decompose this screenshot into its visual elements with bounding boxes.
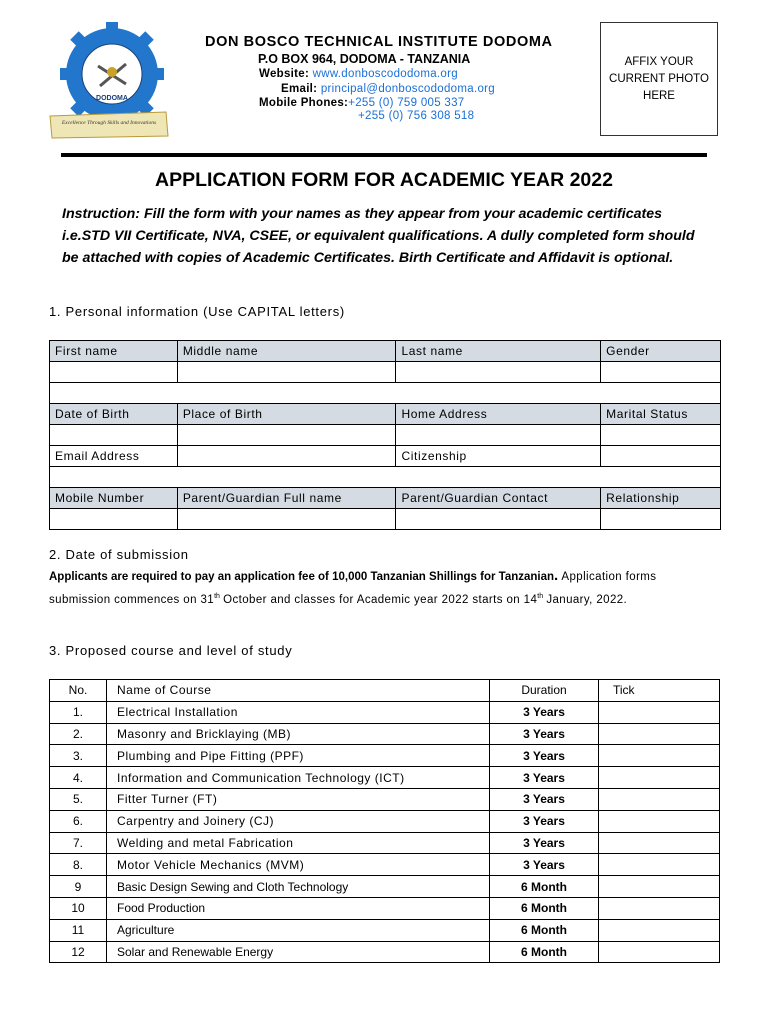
fee-notice-dot: . <box>554 567 559 584</box>
course-duration: 3 Years <box>490 767 599 789</box>
course-no: 6. <box>50 810 107 832</box>
fee-notice: Applicants are required to pay an application fee of 10,000 Tanzanian Shillings for Tanzanian <box>49 571 555 583</box>
institute-name: DON BOSCO TECHNICAL INSTITUTE DODOMA <box>205 34 553 50</box>
mobile-number-label: Mobile Number <box>50 488 178 509</box>
last-name-label: Last name <box>396 341 601 362</box>
course-duration: 6 Month <box>490 876 599 898</box>
course-duration: 3 Years <box>490 745 599 767</box>
course-tick-cell[interactable] <box>599 832 720 854</box>
course-name: Electrical Installation <box>107 701 490 723</box>
course-no: 1. <box>50 701 107 723</box>
course-no: 11 <box>50 919 107 941</box>
sup-1: th <box>214 593 220 600</box>
course-no: 10 <box>50 897 107 919</box>
table-row <box>50 446 721 467</box>
course-name: Masonry and Bricklaying (MB) <box>107 723 490 745</box>
course-no: 5. <box>50 788 107 810</box>
table-row <box>50 425 721 446</box>
citizenship-field[interactable] <box>601 446 721 467</box>
table-row <box>50 362 721 383</box>
gender-label: Gender <box>601 341 721 362</box>
mobile-number-field[interactable] <box>50 509 178 530</box>
table-row <box>50 341 721 362</box>
table-row <box>50 488 721 509</box>
course-duration: 3 Years <box>490 723 599 745</box>
institute-logo <box>46 20 170 140</box>
table-row <box>50 404 721 425</box>
website-label: Website: <box>259 68 310 80</box>
email-label: Email: <box>281 83 318 95</box>
section-3-heading: 3. Proposed course and level of study <box>49 643 293 658</box>
course-duration: 6 Month <box>490 919 599 941</box>
table-row <box>50 897 720 919</box>
email-link[interactable]: principal@donboscododoma.org <box>320 83 495 95</box>
form-title: APPLICATION FORM FOR ACADEMIC YEAR 2022 <box>155 169 613 191</box>
course-name: Motor Vehicle Mechanics (MVM) <box>107 854 490 876</box>
course-no: 9 <box>50 876 107 898</box>
spacer-row <box>50 383 721 404</box>
course-duration: 3 Years <box>490 788 599 810</box>
course-no: 3. <box>50 745 107 767</box>
logo-motto-text: Excellence Through Skills and Innovations <box>61 120 157 126</box>
course-no: 12 <box>50 941 107 963</box>
course-tick-cell[interactable] <box>599 897 720 919</box>
table-row <box>50 941 720 963</box>
table-row <box>50 832 720 854</box>
table-row <box>50 745 720 767</box>
fee-paragraph <box>49 566 719 610</box>
course-tick-cell[interactable] <box>599 919 720 941</box>
course-name: Solar and Renewable Energy <box>107 941 490 963</box>
course-duration: 6 Month <box>490 941 599 963</box>
table-row <box>50 680 720 702</box>
place-of-birth-field[interactable] <box>177 425 396 446</box>
course-tick-cell[interactable] <box>599 876 720 898</box>
table-row <box>50 467 721 488</box>
phone-line-2 <box>358 110 474 122</box>
courses-table <box>49 679 720 963</box>
sup-2: th <box>537 593 544 600</box>
course-no: 2. <box>50 723 107 745</box>
course-duration: 3 Years <box>490 701 599 723</box>
table-row <box>50 767 720 789</box>
instruction-text: Instruction: Fill the form with your names as they appear from your academic certificates i.e.STD VII Certificate, NVA, CSEE, or equivalent qualifications. A dully completed form should be attached with copies of Academic Certificates. Birth Certificate and Affidavit is optional. <box>62 206 695 266</box>
home-address-field[interactable] <box>396 425 601 446</box>
course-name: Information and Communication Technology (ICT) <box>107 767 490 789</box>
relationship-label: Relationship <box>601 488 721 509</box>
header-divider <box>61 153 707 157</box>
course-tick-cell[interactable] <box>599 941 720 963</box>
submission-text-1: Application forms submission commences on 31 <box>49 571 657 606</box>
course-tick-cell[interactable] <box>599 723 720 745</box>
table-row <box>50 509 721 530</box>
course-name: Food Production <box>107 897 490 919</box>
first-name-label: First name <box>50 341 178 362</box>
table-row <box>50 788 720 810</box>
course-no: 4. <box>50 767 107 789</box>
course-name: Welding and metal Fabrication <box>107 832 490 854</box>
course-no: 7. <box>50 832 107 854</box>
course-tick-cell[interactable] <box>599 788 720 810</box>
course-duration: 6 Month <box>490 897 599 919</box>
table-row <box>50 701 720 723</box>
email-address-field[interactable] <box>177 446 396 467</box>
logo-place-text: DODOMA <box>96 95 128 102</box>
col-no-header: No. <box>50 680 107 702</box>
course-tick-cell[interactable] <box>599 810 720 832</box>
table-row <box>50 810 720 832</box>
col-tick-header: Tick <box>599 680 720 702</box>
course-name: Carpentry and Joinery (CJ) <box>107 810 490 832</box>
course-tick-cell[interactable] <box>599 745 720 767</box>
email-address-label: Email Address <box>50 446 178 467</box>
middle-name-label: Middle name <box>177 341 396 362</box>
section-1-heading: 1. Personal information (Use CAPITAL letters) <box>49 304 345 319</box>
guardian-name-label: Parent/Guardian Full name <box>177 488 396 509</box>
table-row <box>50 876 720 898</box>
table-row <box>50 383 721 404</box>
col-duration-header: Duration <box>490 680 599 702</box>
course-name: Fitter Turner (FT) <box>107 788 490 810</box>
table-row <box>50 723 720 745</box>
course-duration: 3 Years <box>490 810 599 832</box>
photo-box: AFFIX YOUR CURRENT PHOTO HERE <box>600 22 718 136</box>
institute-address: P.O BOX 964, DODOMA - TANZANIA <box>258 52 471 66</box>
guardian-name-field[interactable] <box>177 509 396 530</box>
phone-number-1: +255 (0) 759 005 337 <box>348 97 465 109</box>
phone-number-2: +255 (0) 756 308 518 <box>358 110 475 122</box>
home-address-label: Home Address <box>396 404 601 425</box>
guardian-contact-field[interactable] <box>396 509 601 530</box>
table-row <box>50 919 720 941</box>
course-name: Agriculture <box>107 919 490 941</box>
submission-text-2: October and classes for Academic year 2022 starts on 14 <box>223 593 538 606</box>
citizenship-label: Citizenship <box>396 446 601 467</box>
phones-line <box>259 97 465 109</box>
course-name: Plumbing and Pipe Fitting (PPF) <box>107 745 490 767</box>
personal-info-table <box>49 340 721 530</box>
course-tick-cell[interactable] <box>599 767 720 789</box>
email-line <box>281 83 495 95</box>
phones-label: Mobile Phones: <box>259 97 349 109</box>
place-of-birth-label: Place of Birth <box>177 404 396 425</box>
website-link[interactable]: www.donboscododoma.org <box>312 68 458 80</box>
website-line <box>259 68 458 80</box>
course-no: 8. <box>50 854 107 876</box>
submission-text-3: January, 2022. <box>546 593 628 606</box>
first-name-field[interactable] <box>50 362 178 383</box>
course-tick-cell[interactable] <box>599 701 720 723</box>
course-duration: 3 Years <box>490 854 599 876</box>
col-name-header: Name of Course <box>107 680 490 702</box>
last-name-field[interactable] <box>396 362 601 383</box>
course-name: Basic Design Sewing and Cloth Technology <box>107 876 490 898</box>
relationship-field[interactable] <box>601 509 721 530</box>
section-2-heading: 2. Date of submission <box>49 547 189 562</box>
marital-status-field[interactable] <box>601 425 721 446</box>
table-row <box>50 854 720 876</box>
course-duration: 3 Years <box>490 832 599 854</box>
dob-field[interactable] <box>50 425 178 446</box>
guardian-contact-label: Parent/Guardian Contact <box>396 488 601 509</box>
gender-field[interactable] <box>601 362 721 383</box>
spacer-row <box>50 467 721 488</box>
marital-status-label: Marital Status <box>601 404 721 425</box>
dob-label: Date of Birth <box>50 404 178 425</box>
middle-name-field[interactable] <box>177 362 396 383</box>
course-tick-cell[interactable] <box>599 854 720 876</box>
